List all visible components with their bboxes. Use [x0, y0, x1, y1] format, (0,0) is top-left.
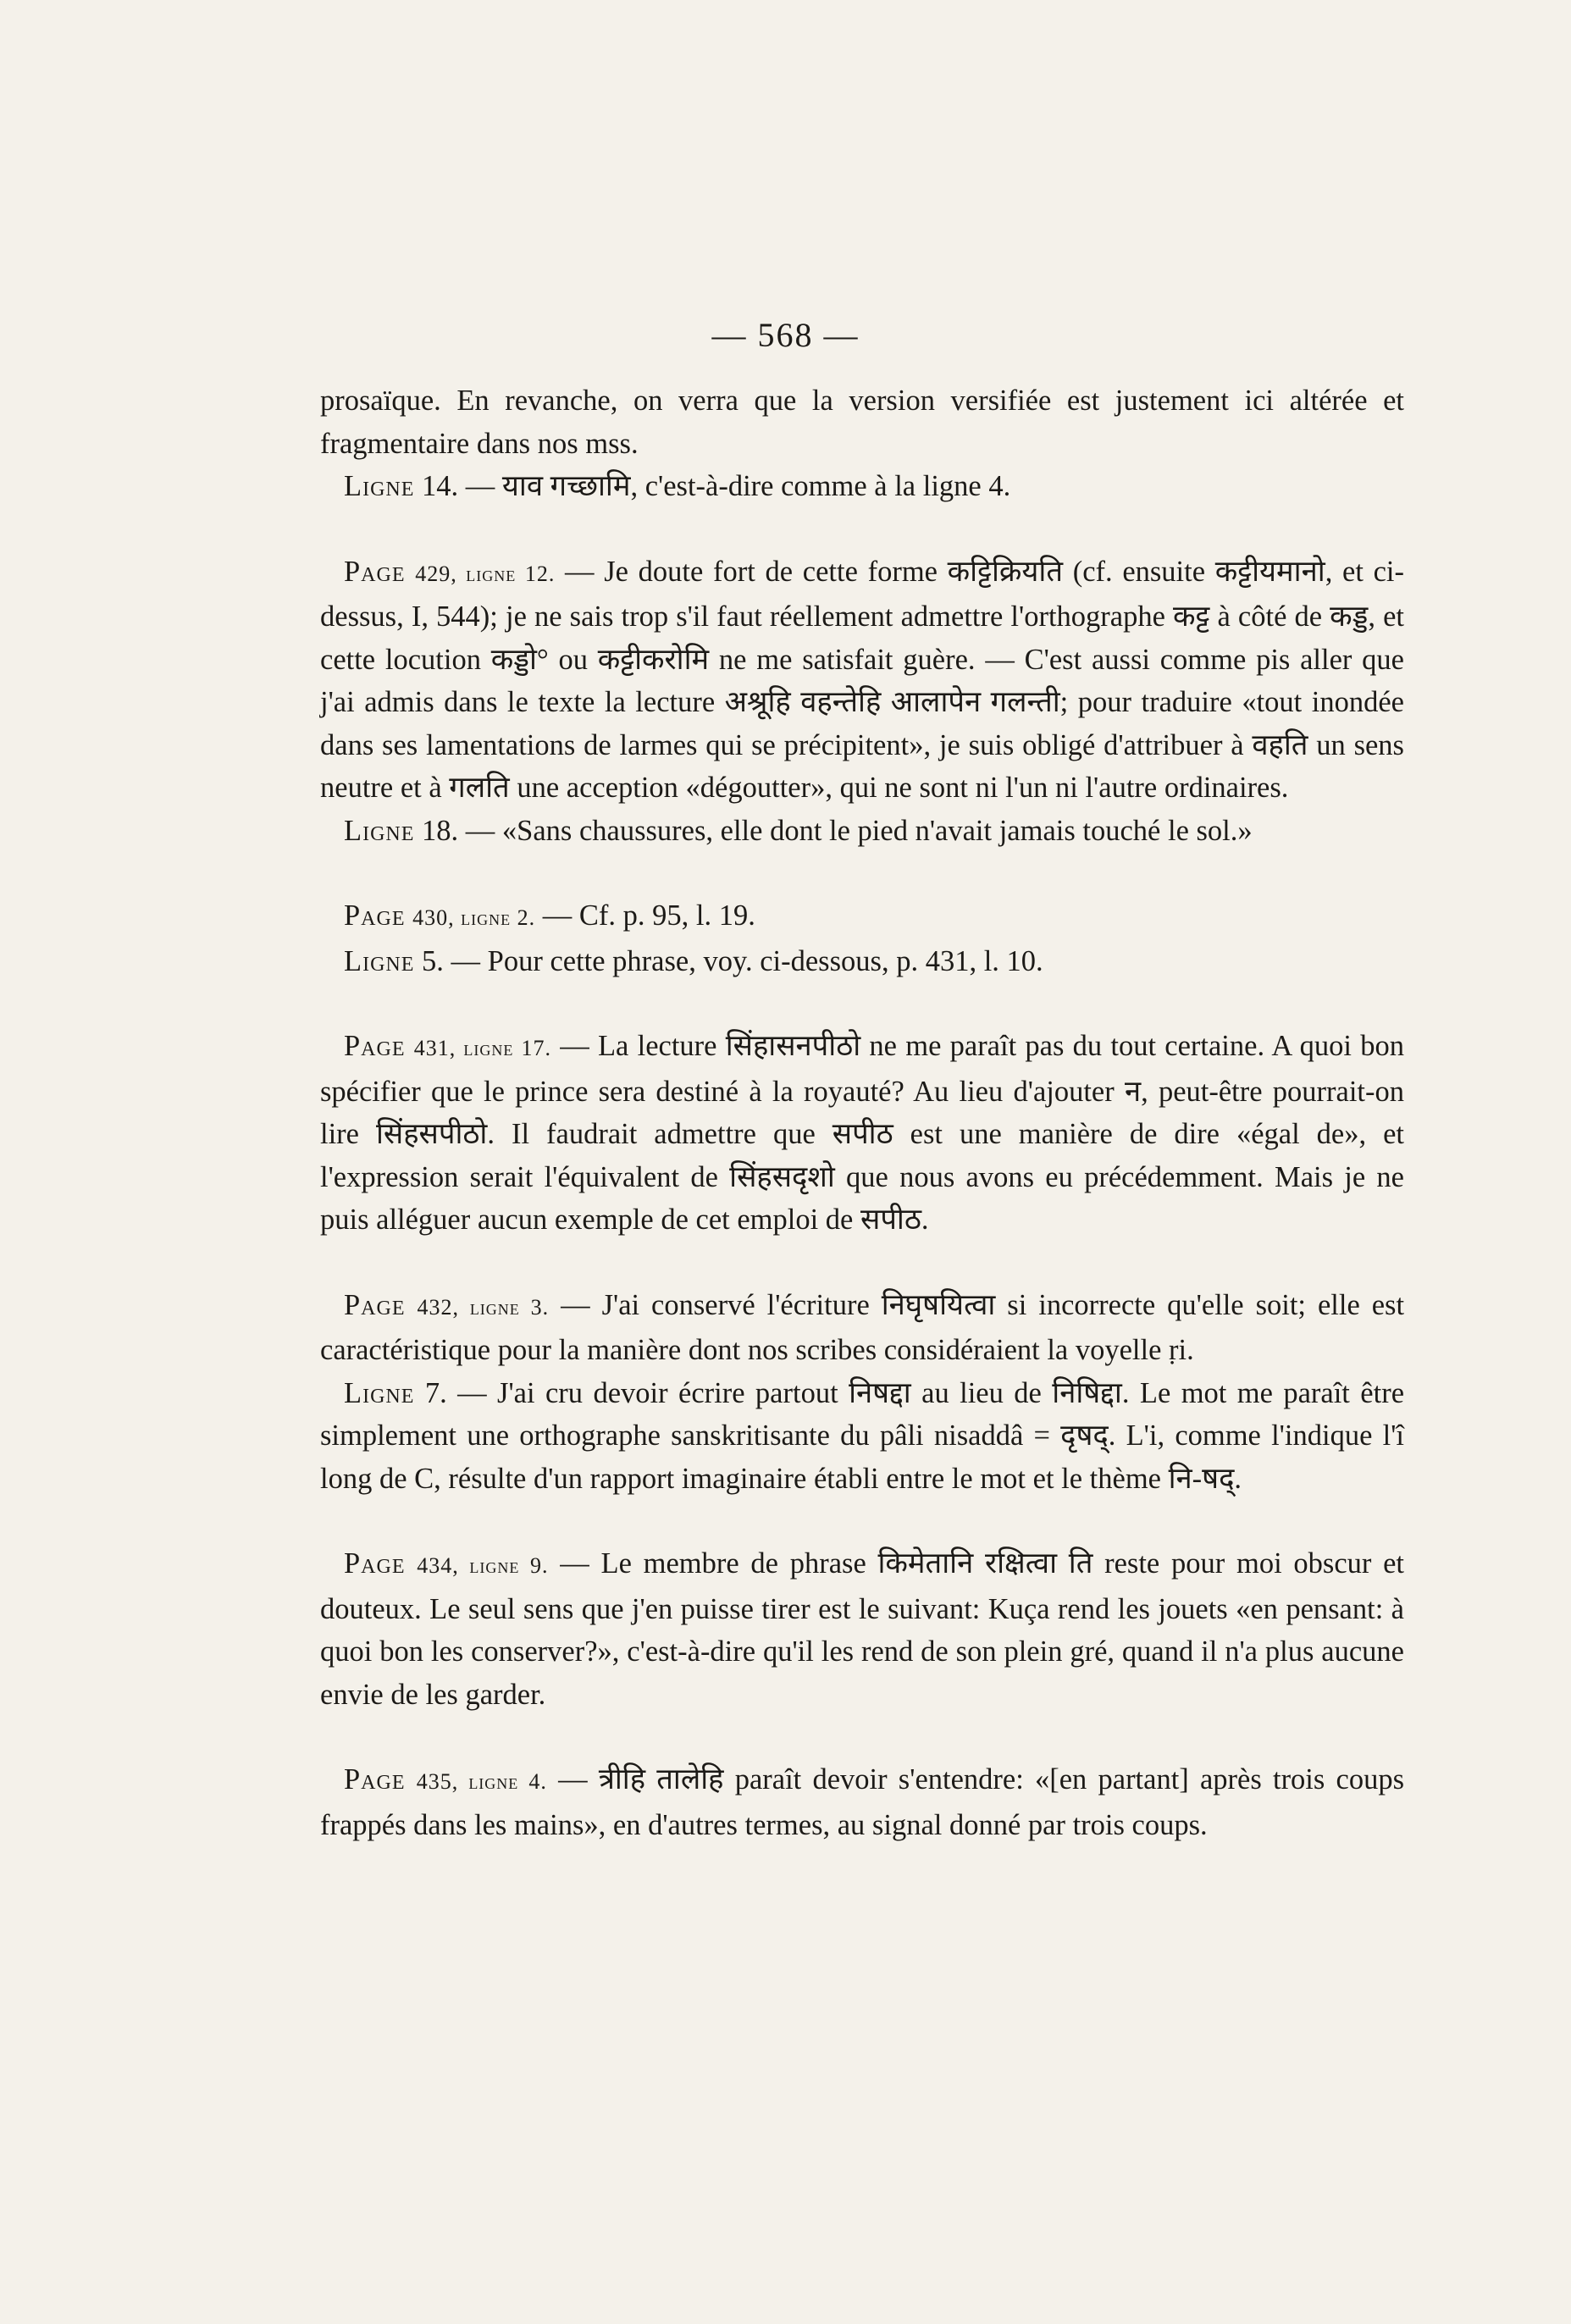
paragraph: Page 435, ligne 4. — त्रीहि तालेहि paraît devoir s'entendre: «[en partant] après trois coups frappés dans les mains», en d'autres termes, au signal donné par trois coups. — [320, 1763, 1405, 1841]
paragraph: Ligne 18. — «Sans chaussures, elle dont le pied n'avait jamais touché le sol.» — [344, 814, 1253, 847]
paragraph: Page 430, ligne 2. — Cf. p. 95, l. 19. — [344, 899, 755, 932]
paragraph: Page 432, ligne 3. — J'ai conservé l'écriture निघृषयित्वा si incorrecte qu'elle soit; elle est caractéristique pour la manière dont nos scribes considéraient la voyelle ṛi. — [320, 1288, 1405, 1366]
body-text — [320, 379, 1404, 1846]
paragraph: Page 431, ligne 17. — La lecture सिंहासनपीठो ne me paraît pas du tout certaine. A quoi bon spécifier que le prince sera destiné à la royauté? Au lieu d'ajouter न, peut-être pourrait-on lire सिंहसपीठो. Il faudrait admettre que सपीठ est une manière de dire «égal de», et l'expression serait l'équivalent de सिंहसदृशो que nous avons eu précédemment. Mais je ne puis alléguer aucun exemple de cet emploi de सपीठ. — [320, 1030, 1404, 1236]
paragraph: Ligne 14. — याव गच्छामि, c'est-à-dire comme à la ligne 4. — [344, 470, 1011, 502]
paragraph: Ligne 7. — J'ai cru devoir écrire partout निषद्दा au lieu de निषिद्दा. Le mot me paraît être simplement une orthographe sanskritisante du pâli nisaddâ = दृषद्. L'i, comme l'indique l'î long de C, résulte d'un rapport imaginaire établi entre le mot et le thème नि-षद्. — [320, 1376, 1405, 1495]
paragraph: Ligne 5. — Pour cette phrase, voy. ci-dessous, p. 431, l. 10. — [344, 944, 1043, 977]
paragraph: prosaïque. En revanche, on verra que la version versifiée est justement ici altérée et fragmentaire dans nos mss. — [320, 385, 1404, 460]
paragraph: Page 434, ligne 9. — Le membre de phrase किमेतानि रक्षित्वा ति reste pour moi obscur et douteux. Le seul sens que j'en puisse tirer est le suivant: Kuça rend les jouets «en pensant: à quoi bon les conserver?», c'est-à-dire qu'il les rend de son plein gré, quand il n'a plus aucune envie de les garder. — [320, 1547, 1405, 1711]
paragraph: Page 429, ligne 12. — Je doute fort de cette forme कट्टिक्रियति (cf. ensuite कट्टीयमानो, et ci-dessus, I, 544); je ne sais trop s'il faut réellement admettre l'orthographe कट्ट à côté de कड्ड, et cette locution कड्डो° ou कट्टीकरोमि ne me satisfait guère. — C'est aussi comme pis aller que j'ai admis dans le texte la lecture अश्रूहि वहन्तेहि आलापेन गलन्ती; pour traduire «tout inondée dans ses lamentations de larmes qui se précipitent», je suis obligé d'attribuer à वहति un sens neutre et à गलति une acception «dégoutter», qui ne sont ni l'un ni l'autre ordinaires. — [320, 555, 1405, 804]
page-number: — 568 — — [711, 316, 860, 354]
